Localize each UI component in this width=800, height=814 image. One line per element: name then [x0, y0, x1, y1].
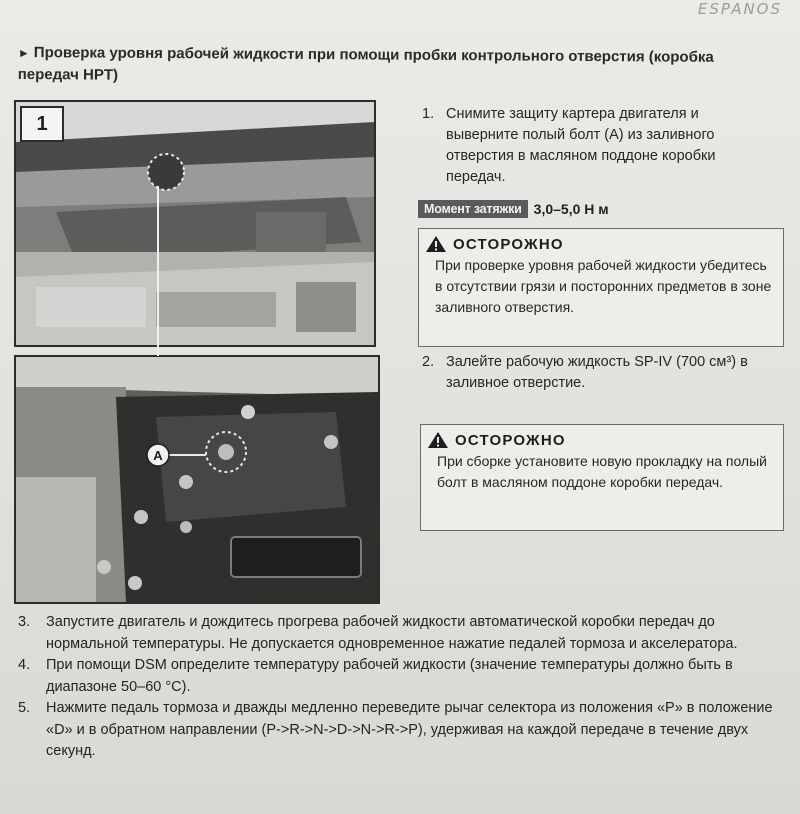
callout-label-a: A — [153, 448, 163, 463]
torque-value: 3,0–5,0 Н м — [533, 201, 609, 217]
step-text: Нажмите педаль тормоза и дважды медленно переведите рычаг селектора из положения «P» в положение «D» и в обратном направлении (P->R->N->D->N->R->P), удерживая на каждой передаче в течение двух секунд. — [46, 700, 773, 759]
list-item — [18, 612, 788, 655]
step-text: Запустите двигатель и дождитесь прогрева рабочей жидкости автоматической коробки передач до нормальной температуры. Не допускается одновременное нажатие педалей тормоза и акселератора. — [46, 614, 738, 652]
caution-text: При проверке уровня рабочей жидкости убедитесь в отсутствии грязи и посторонних предметов в зоне заливного отверстия. — [435, 257, 772, 315]
bottom-steps-list — [18, 612, 788, 763]
caution-box — [418, 228, 784, 347]
step-text: При помощи DSM определите температуру рабочей жидкости (значение температуры должно быть в диапазоне 50–60 °C). — [46, 657, 733, 695]
torque-label: Момент затяжки — [418, 200, 528, 218]
torque-spec — [418, 200, 609, 218]
section-title-text: Проверка уровня рабочей жидкости при помощи пробки контрольного отверстия (коробка передач HPT) — [17, 44, 714, 84]
callout-line — [157, 186, 159, 356]
step-number: 3. — [18, 614, 31, 630]
step-number: 2. — [422, 354, 435, 370]
bullet-arrow-icon: ► — [17, 45, 30, 61]
photo-car-underside — [14, 100, 376, 347]
photo-transmission-closeup — [14, 355, 380, 604]
section-title — [18, 42, 758, 90]
step-text: Снимите защиту картера двигателя и выверните полый болт (A) из заливного отверстия в масляном поддоне коробки передач. — [446, 106, 716, 185]
photo-transmission-closeup-illustration — [16, 357, 378, 602]
caution-box — [420, 424, 784, 531]
step-2 — [422, 352, 766, 394]
caution-header — [427, 431, 773, 449]
caution-title: ОСТОРОЖНО — [455, 431, 566, 449]
step-number: 4. — [18, 657, 31, 673]
photo-number-badge: 1 — [20, 106, 64, 142]
step-text: Залейте рабочую жидкость SP-IV (700 см³) в заливное отверстие. — [446, 354, 748, 391]
caution-header — [425, 235, 773, 253]
caution-title: ОСТОРОЖНО — [453, 235, 564, 253]
step-number: 5. — [18, 700, 31, 716]
header-logo: ESPANOS — [697, 0, 782, 18]
caution-text: При сборке установите новую прокладку на полый болт в масляном поддоне коробки передач. — [437, 453, 767, 490]
step-number: 1. — [422, 106, 435, 122]
list-item — [18, 698, 788, 763]
photo-car-underside-illustration — [16, 102, 374, 345]
warning-icon — [427, 431, 449, 449]
list-item — [18, 655, 788, 698]
step-1 — [422, 104, 766, 188]
warning-icon — [425, 235, 447, 253]
